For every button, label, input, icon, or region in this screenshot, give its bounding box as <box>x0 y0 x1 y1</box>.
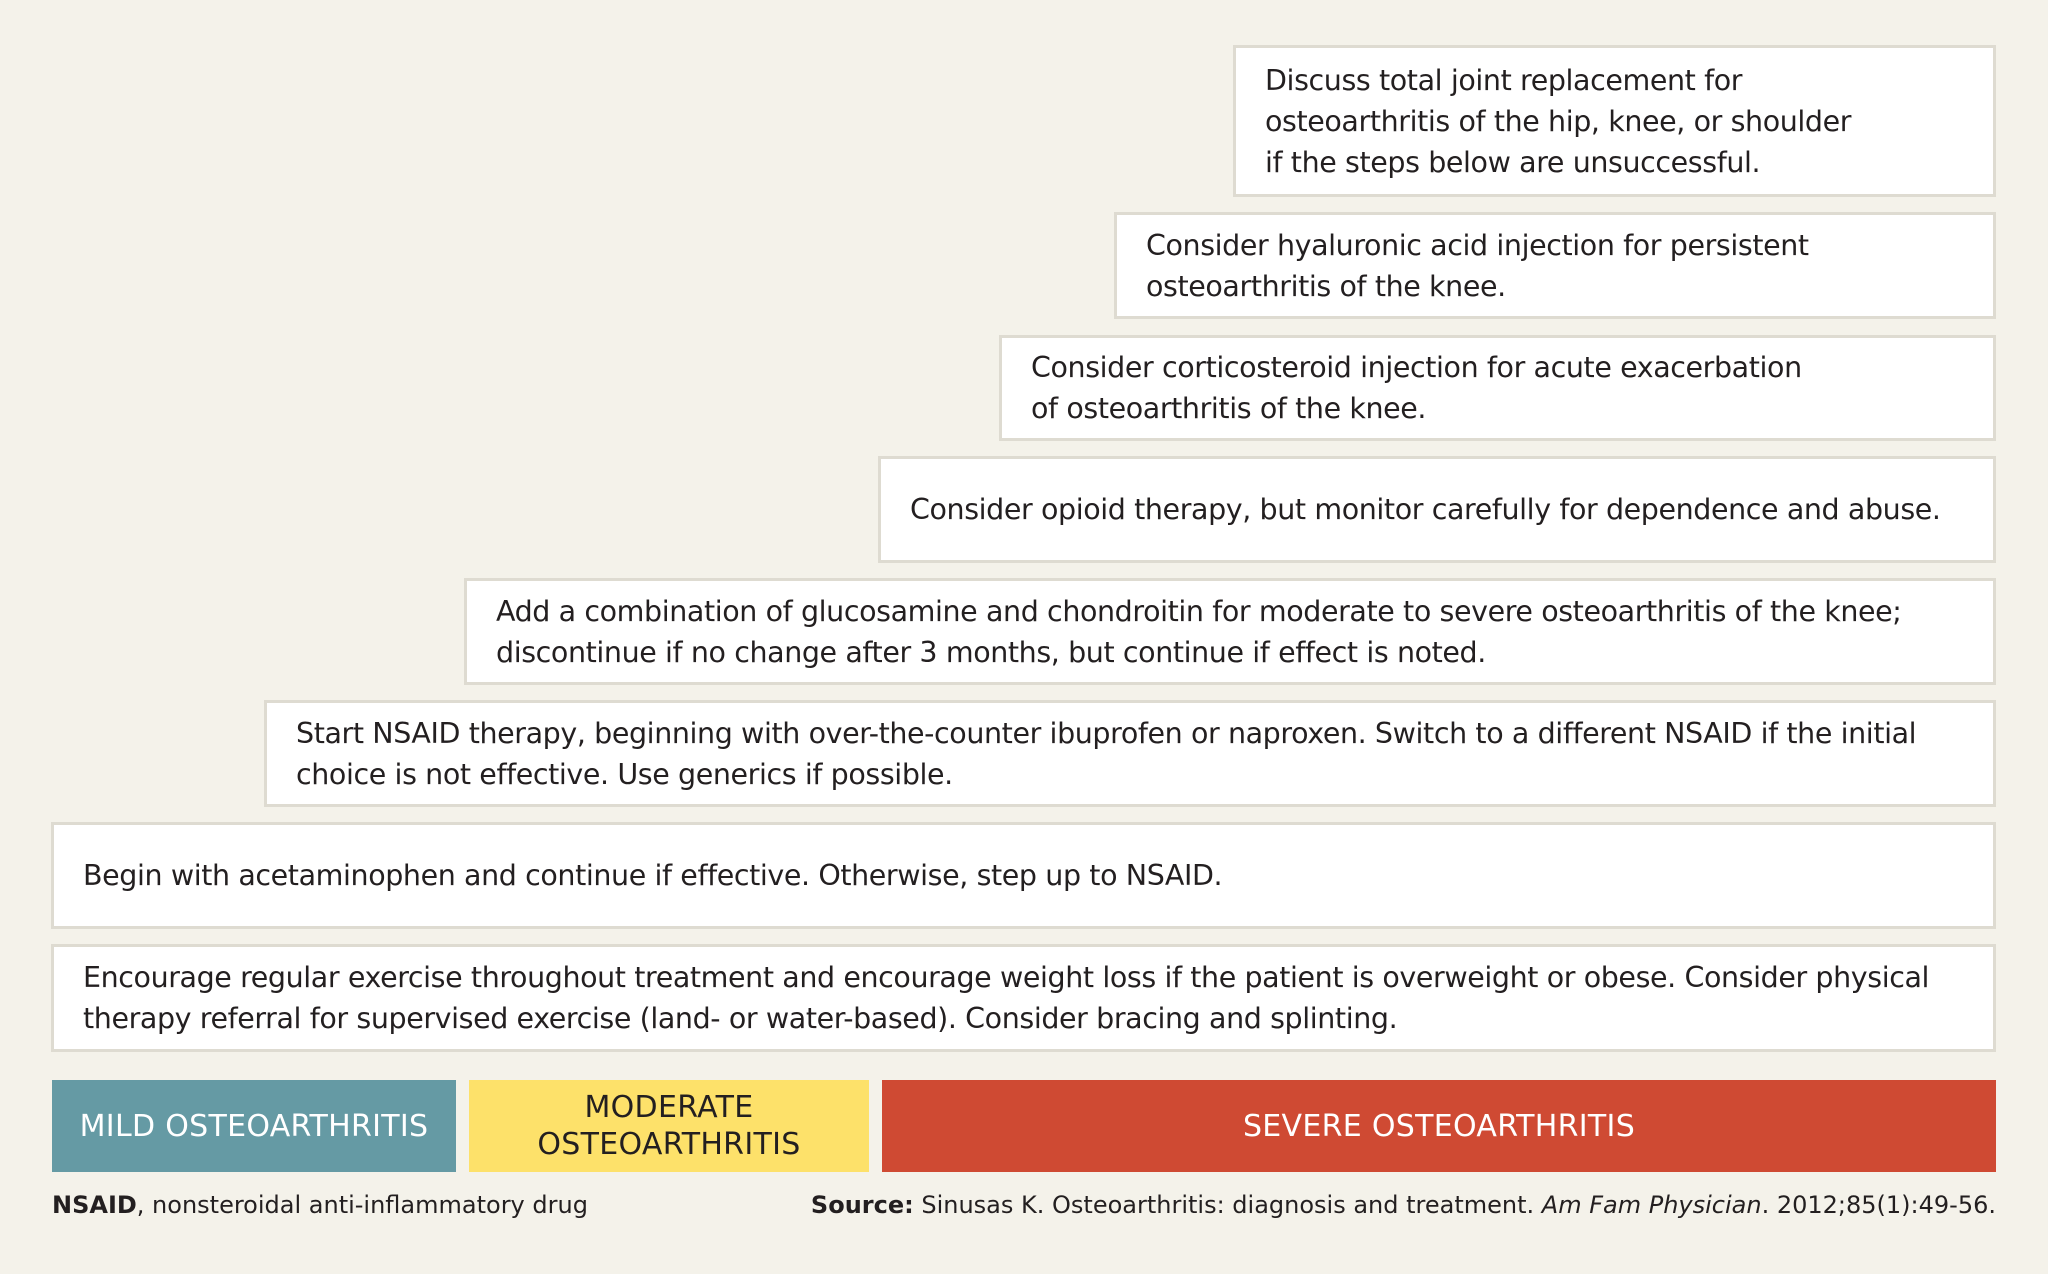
source-journal: Am Fam Physician <box>1541 1191 1762 1219</box>
step-text: Consider corticosteroid injection for acute exacerbation of osteoarthritis of the knee. <box>1031 351 1802 425</box>
step-opioid <box>878 456 1996 563</box>
abbreviation-footnote <box>52 1190 588 1220</box>
step-text: Consider hyaluronic acid injection for persistent osteoarthritis of the knee. <box>1146 228 1809 303</box>
source-text: Sinusas K. Osteoarthritis: diagnosis and treatment. <box>913 1191 1542 1219</box>
step-text: Consider opioid therapy, but monitor carefully for dependence and abuse. <box>910 493 1941 526</box>
severity-moderate-band <box>469 1080 869 1172</box>
severity-mild-band <box>52 1080 456 1172</box>
source-citation <box>811 1190 1996 1220</box>
severity-severe-band <box>882 1080 1996 1172</box>
severity-severe-label: SEVERE OSTEOARTHRITIS <box>1242 1108 1636 1144</box>
severity-mild-label: MILD OSTEOARTHRITIS <box>79 1108 429 1144</box>
step-glucosamine <box>464 578 1996 685</box>
step-corticosteroid <box>999 335 1996 441</box>
step-acetaminophen <box>51 822 1996 929</box>
severity-moderate-line2: OSTEOARTHRITIS <box>537 1127 801 1162</box>
step-total-joint-replacement <box>1233 45 1996 197</box>
source-details: . 2012;85(1):49-56. <box>1761 1191 1996 1219</box>
severity-moderate-label <box>537 1089 800 1163</box>
abbrev-definition: , nonsteroidal anti-inflammatory drug <box>136 1191 588 1219</box>
step-text: Add a combination of glucosamine and chondroitin for moderate to severe osteoarthritis of the knee; discontinue if no change after 3 months, but continue if effect is noted. <box>496 594 1902 669</box>
step-exercise <box>51 944 1996 1052</box>
step-text: Discuss total joint replacement for osteoarthritis of the hip, knee, or shoulder if the steps below are unsuccessful. <box>1265 63 1852 179</box>
source-label: Source: <box>810 1191 914 1219</box>
step-text: Start NSAID therapy, beginning with over-the-counter ibuprofen or naproxen. Switch to a different NSAID if the initial choice is not effective. Use generics if possible. <box>296 716 1917 791</box>
step-text: Encourage regular exercise throughout treatment and encourage weight loss if the patient is overweight or obese. Consider physical therapy referral for supervised exercise (land- or water-based). Consider bracing and splinting. <box>83 961 1930 1035</box>
abbrev-term: NSAID <box>52 1191 137 1219</box>
step-hyaluronic-acid <box>1114 212 1996 319</box>
step-nsaid <box>264 700 1996 807</box>
step-text: Begin with acetaminophen and continue if effective. Otherwise, step up to NSAID. <box>83 859 1223 892</box>
severity-moderate-line1: MODERATE <box>584 1090 754 1125</box>
